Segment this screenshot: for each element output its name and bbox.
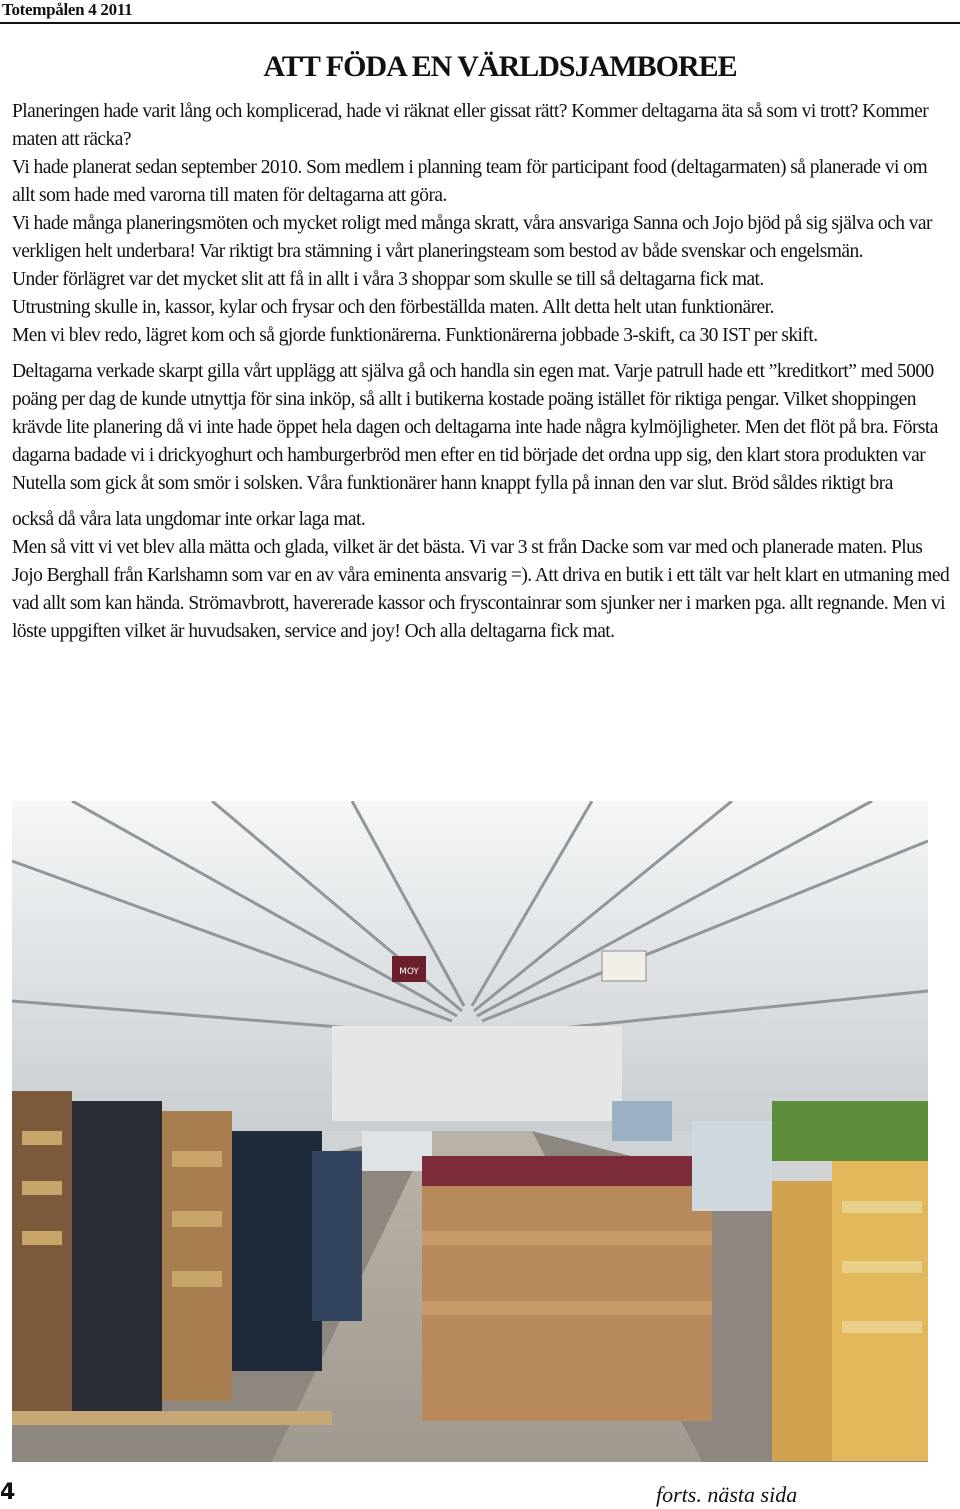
paragraph: Under förlägret var det mycket slit att få in allt i våra 3 shoppar som skulle se till så deltagarna fick mat. bbox=[12, 269, 764, 290]
masthead-title: Totempålen 4 2011 bbox=[2, 0, 133, 19]
continued-note: forts. nästa sida bbox=[656, 1482, 798, 1507]
article-title: ATT FÖDA EN VÄRLDSJAMBOREE bbox=[263, 50, 737, 83]
paragraph: också då våra lata ungdomar inte orkar laga mat. bbox=[12, 509, 366, 530]
article-body bbox=[12, 98, 952, 646]
masthead-bar bbox=[0, 0, 960, 24]
shop-sign-text: MOY bbox=[399, 967, 419, 977]
page-number: 4 bbox=[0, 1480, 16, 1505]
paragraph: Vi hade planerat sedan september 2010. Som medlem i planning team för participant food (deltagarmaten) så planerade vi om allt som hade med varorna till maten för deltagarna att göra. bbox=[12, 157, 928, 206]
paragraph: Deltagarna verkade skarpt gilla vårt upplägg att själva gå och handla sin egen mat. Varje patrull hade ett ”kreditkort” med 5000 poäng per dag de kunde utnyttja för sina inköp, så allt i butikerna kostade poäng istället för riktiga pengar. Vilket shoppingen krävde lite planering då vi inte hade öppet hela dagen och deltagarna inte hade några kylmöjligheter. Men det flöt på bra. Första dagarna badade vi i drickyoghurt och hamburgerbröd men efter en tid började det ordna upp sig, den klart stora produkten var Nutella som gick åt som smör i solsken. Våra funktionärer hann knappt fylla på innan den var slut. Bröd såldes riktigt bra bbox=[12, 361, 938, 494]
paragraph: Men vi blev redo, lägret kom och så gjorde funktionärerna. Funktionärerna jobbade 3-skift, ca 30 IST per skift. bbox=[12, 325, 818, 346]
paragraph: Men så vitt vi vet blev alla mätta och glada, vilket är det bästa. Vi var 3 st från Dacke som var med och planerade maten. Plus Jojo Berghall från Karlshamn som var en av våra eminenta ansvarig =). Att driva en butik i ett tält var helt klart en utmaning med vad allt som kan hända. Strömavbrott, havererade kassor och fryscontainrar som sjunker ner i marken pga. allt regnande. Men vi löste uppgiften vilket är huvudsaken, service and joy! Och alla deltagarna fick mat. bbox=[12, 537, 950, 642]
tent-shop-photo bbox=[12, 801, 928, 1462]
paragraph: Utrustning skulle in, kassor, kylar och frysar och den förbeställda maten. Allt detta helt utan funktionärer. bbox=[12, 297, 774, 318]
paragraph: Planeringen hade varit lång och komplicerad, hade vi räknat eller gissat rätt? Kommer deltagarna äta så som vi trott? Kommer maten att räcka? bbox=[12, 101, 929, 150]
paragraph: Vi hade många planeringsmöten och mycket roligt med många skratt, våra ansvariga Sanna och Jojo bjöd på sig själva och var verkligen helt underbara! Var riktigt bra stämning i vårt planeringsteam som bestod av både svenskar och engelsmän. bbox=[12, 213, 932, 262]
